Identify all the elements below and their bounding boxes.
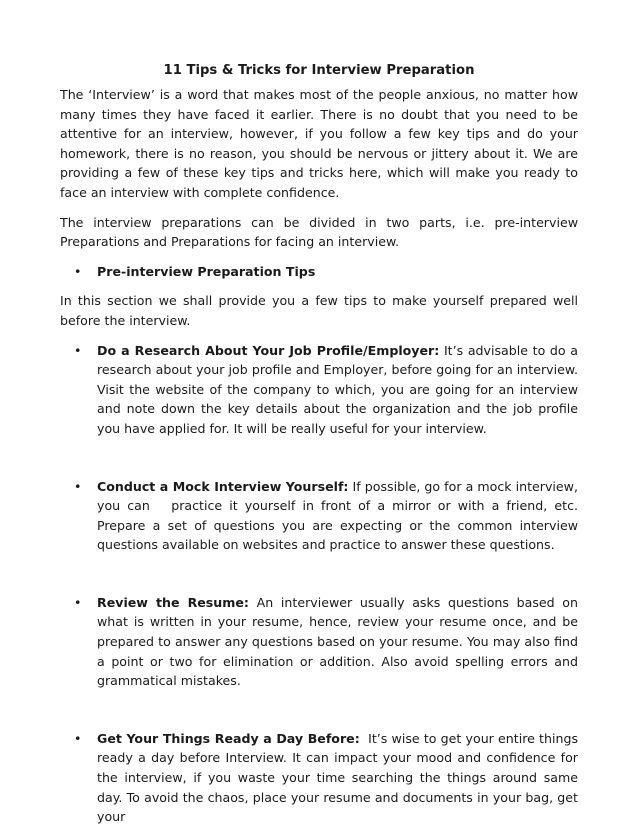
section-heading: Pre-interview Preparation Tips bbox=[97, 263, 316, 279]
tip-heading: Do a Research About Your Job Profile/Employer: bbox=[97, 342, 440, 358]
tips-list bbox=[60, 341, 578, 827]
tip-item bbox=[60, 593, 578, 691]
document-title: 11 Tips & Tricks for Interview Preparation bbox=[163, 63, 475, 78]
section-heading-list bbox=[60, 262, 578, 282]
tip-body: It’s advisable to do a research about your job profile and Employer, before going for an interview. Visit the website of the company to which, you are going for an interview and note down the key details about the organization and the job profile you have applied for. It will be really useful for your interview. bbox=[97, 342, 578, 436]
tip-body: If possible, go for a mock interview, you can practice it yourself in front of a mirror or with a friend, etc. Prepare a set of questions you are expecting or the common interview questions available on websites and practice to answer these questions. bbox=[97, 478, 578, 553]
tip-item bbox=[60, 477, 578, 555]
intro-paragraph: The ‘Interview’ is a word that makes most of the people anxious, no matter how many times they have faced it earlier. There is no doubt that you need to be attentive for an interview, however, if you follow a few key tips and do your homework, there is no reason, you should be nervous or jittery about it. We are providing a few of these key tips and tricks here, which will make you ready to face an interview with complete confidence. bbox=[60, 87, 578, 200]
tip-heading: Review the Resume: bbox=[97, 594, 249, 610]
section-heading-item bbox=[60, 262, 578, 282]
bullet-icon: • bbox=[74, 263, 82, 279]
bullet-icon: • bbox=[74, 478, 82, 494]
bullet-icon: • bbox=[74, 594, 82, 610]
division-paragraph: The interview preparations can be divided in two parts, i.e. pre-interview Preparations and Preparations for facing an interview. bbox=[60, 214, 578, 250]
tip-body: It’s wise to get your entire things ready a day before Interview. It can impact your mood and confidence for the interview, if you waste your time searching the things around same day. To avoid the chaos, place your resume and documents in your bag, get your bbox=[97, 730, 579, 825]
tip-spacer bbox=[60, 701, 578, 729]
tip-item bbox=[60, 729, 578, 827]
section-intro-paragraph: In this section we shall provide you a few tips to make yourself prepared well before the interview. bbox=[60, 293, 578, 328]
tip-item bbox=[60, 341, 578, 439]
bullet-icon: • bbox=[74, 342, 82, 358]
tip-heading: Conduct a Mock Interview Yourself: bbox=[97, 478, 349, 494]
document-page bbox=[60, 60, 578, 837]
bullet-icon: • bbox=[74, 730, 82, 746]
tip-body: An interviewer usually asks questions based on what is written in your resume, hence, review your resume once, and be prepared to answer any questions based on your resume. You may also find a point or two for elimination or addition. Also avoid spelling errors and grammatical mistakes. bbox=[97, 594, 578, 689]
tip-spacer bbox=[60, 449, 578, 477]
tip-heading: Get Your Things Ready a Day Before: bbox=[97, 730, 360, 746]
tip-spacer bbox=[60, 565, 578, 593]
